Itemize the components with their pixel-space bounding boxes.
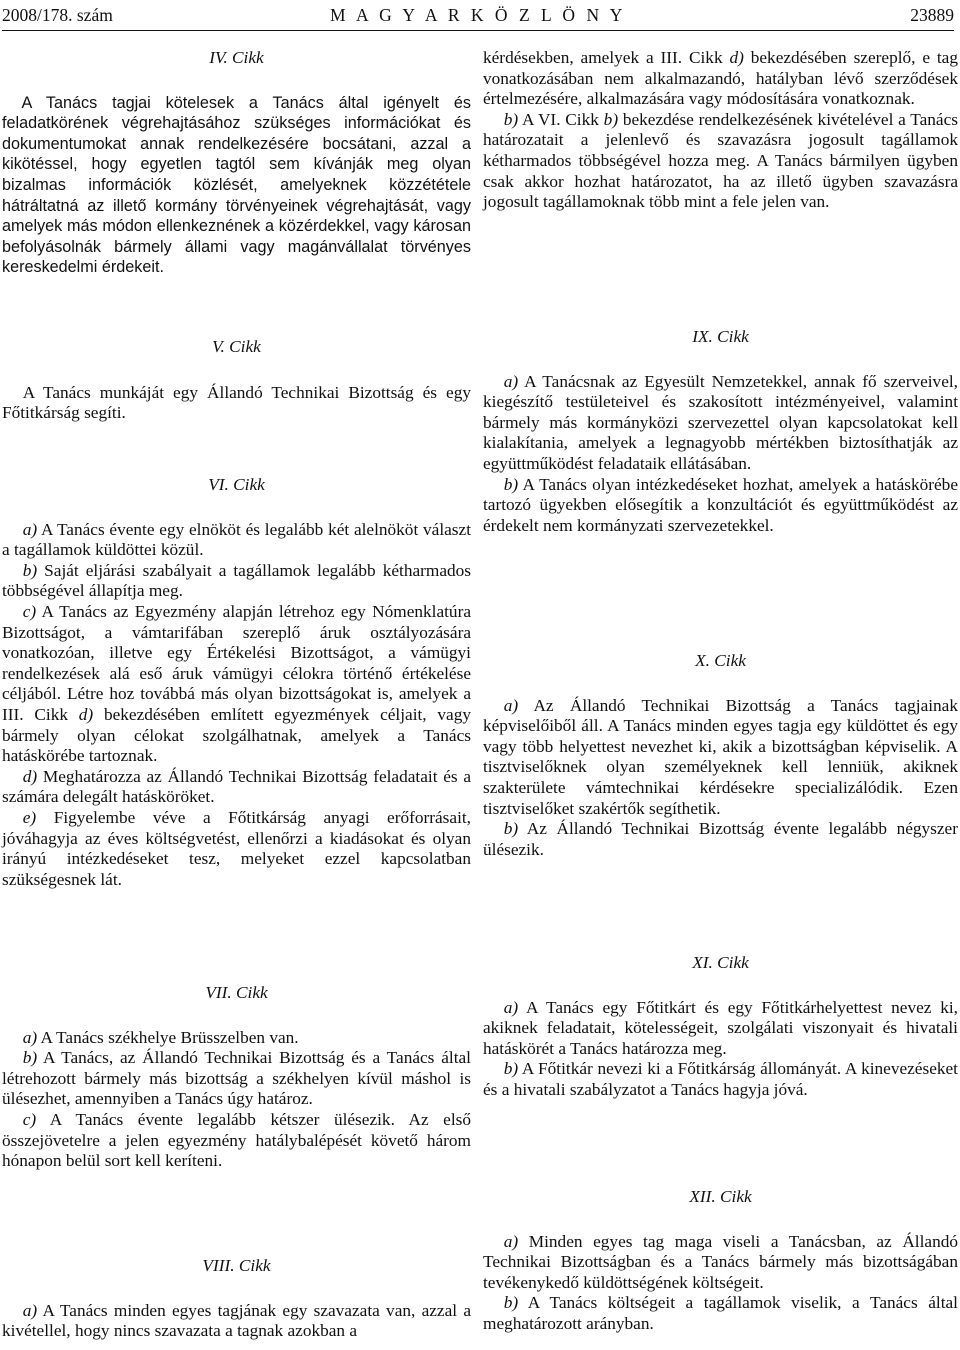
article-iv-paragraph: A Tanács tagjai kötelesek a Tanács által igényelt és feladatkörének végrehajtásához szükséges információkat és dokumentumokat annak rendelkezésére bocsátani, azzal a kikötéssel, hogy egyetlen tagtól sem kívánják meg olyan bizalmas információk közlését, amelyeknek közzététele hátráltatná az illető kormány törvényeinek végrehajtását, vagy amelyek más módon ellenkeznének a közérdekkel, vagy károsan befolyásolnák bármely állami vagy magánvállalat törvényes kereskedelmi érdekeit. — [2, 93, 471, 277]
item-label: c) — [22, 1109, 37, 1129]
article-viii-b: b) A VI. Cikk b) bekezdése rendelkezésének kivételével a Tanács határozatait a jelenlevő és szavazásra jogosult tagállamok kétharmados többségével hozza meg. A Tanács bármilyen ügyben csak akkor hozhat határozatot, ha az illető ügyben szavazásra jogosult tagállamoknak több mint a fele jelen van. — [483, 109, 958, 212]
item-label: b) — [22, 1048, 38, 1068]
article-vii-a: a) A Tanács székhelye Brüsszelben van. — [22, 1027, 299, 1047]
article-iv — [2, 48, 471, 278]
reference-label: b) — [603, 109, 619, 129]
article-vi-d: d) Meghatározza az Állandó Technikai Bizottság feladatait és a számára delegált hatásköröket. — [2, 766, 471, 807]
issue-number: 2008/178. szám — [2, 5, 113, 25]
item-label: b) — [22, 560, 38, 580]
item-label: c) — [22, 601, 37, 621]
page-header — [2, 2, 954, 28]
item-label: a) — [503, 997, 519, 1017]
article-xi-b: b) A Főtitkár nevezi ki a Főtitkárság állományát. A kinevezéseket és a hivatali szabályzatot a Tanács hagyja jóvá. — [483, 1059, 958, 1099]
article-vi-a: a) A Tanács évente egy elnököt és legalább két alelnököt választ a tagállamok küldöttei közül. — [2, 519, 471, 560]
article-vi — [2, 475, 471, 890]
article-vi-title: VI. Cikk — [208, 475, 265, 494]
page-number: 23889 — [910, 5, 954, 25]
article-vii — [2, 983, 471, 1172]
item-label: b) — [503, 474, 519, 494]
article-ix-b: b) A Tanács olyan intézkedéseket hozhat, amelyek a hatáskörébe tartozó ügyekben elősegítik a konzultációt és együttműködést az érdekelt nem kormányzati szervezetekkel. — [483, 474, 958, 535]
article-xi — [483, 953, 958, 1101]
article-iv-title: IV. Cikk — [209, 48, 264, 67]
item-label: a) — [22, 1300, 38, 1320]
article-ix-title: IX. Cikk — [692, 327, 749, 346]
article-x — [483, 651, 958, 860]
article-v — [2, 337, 471, 424]
item-label: b) — [503, 1059, 519, 1079]
article-xii-a: a) Minden egyes tag maga viseli a Tanácsban, az Állandó Technikai Bizottságban és a Tanács bármely más bizottságában tevékenykedő küldöttségének költségeit. — [483, 1231, 958, 1292]
article-viii-a-continued: kérdésekben, amelyek a III. Cikk d) bekezdésében szereplő, e tag vonatkozásában nem alkalmazandó, hatályban lévő szerződések értelmezésére, alkalmazására vagy módosítására vonatkoznak. — [483, 48, 958, 109]
article-viii-title: VIII. Cikk — [202, 1256, 271, 1275]
item-label: a) — [22, 519, 38, 539]
article-vii-b: b) A Tanács, az Állandó Technikai Bizottság és a Tanács által létrehozott bármely más bizottság a székhelyen kívül máshol is ülésezhet, amennyiben a Tanács úgy határoz. — [2, 1048, 471, 1109]
item-label: b) — [503, 1293, 519, 1313]
article-viii-a: a) A Tanács minden egyes tagjának egy szavazata van, azzal a kivétellel, hogy nincs szavazata a tagnak azokban a — [2, 1300, 471, 1341]
article-vii-c: c) A Tanács évente legalább kétszer ülésezik. Az első összejövetelre a jelen egyezmény hatálybalépését követő három hónapon belül sort kell keríteni. — [2, 1109, 471, 1171]
article-vi-c: c) A Tanács az Egyezmény alapján létrehoz egy Nómenklatúra Bizottságot, a vámtarifában szereplő áruk osztályozására vonatkozóan, illetve egy Értékelési Bizottságot, a vámügyi rendelkezések alá eső áruk vámügyi célokra történő értékelése céljából. Létre hoz továbbá más olyan bizottságokat is, amelyek a III. Cikk d) bekezdésében említett egyezmények céljait, vagy bármely olyan célokat szolgálhatnak, amelyek a Tanács hatáskörébe tartoznak. — [2, 601, 471, 766]
article-xii — [483, 1187, 958, 1335]
item-label: a) — [503, 1231, 519, 1251]
item-label: a) — [22, 1027, 38, 1047]
article-v-paragraph: A Tanács munkáját egy Állandó Technikai Bizottság és egy Főtitkárság segíti. — [2, 382, 471, 423]
article-ix-a: a) A Tanácsnak az Egyesült Nemzetekkel, annak fő szerveivel, kiegészítő testületeivel és szakosított intézményeivel, valamint bármely más kormányközi szervezettel olyan kapcsolatokat kell kialakítania, amelyek a legnagyobb mértékben biztosíthatják az együttműködést feladataik ellátásában. — [483, 371, 958, 473]
article-vi-e: e) Figyelembe véve a Főtitkárság anyagi erőforrásait, jóváhagyja az éves költségvetést, ellenőrzi a kiadásokat és olyan irányú intézkedéseket tesz, melyeket ezzel kapcsolatban szükségesnek lát. — [2, 807, 471, 889]
item-label: b) — [503, 819, 519, 839]
item-label: a) — [503, 371, 519, 391]
article-viii-continued — [483, 48, 958, 213]
article-x-a: a) Az Állandó Technikai Bizottság a Tanács tagjainak képviselőiből áll. A Tanács minden egyes tagja egy küldöttet és egy vagy több helyettest nevezhet ki, akik a bizottságban képviselik. A tisztviselőknek olyan személyeknek kell lenniük, akiknek szakterülete vámtechnikai kérdésekre specializálódik. Ezen tisztviselőket szakértők segíthetik. — [483, 695, 958, 818]
item-label: e) — [22, 807, 37, 827]
article-xi-title: XI. Cikk — [692, 953, 749, 972]
item-label: d) — [22, 766, 38, 786]
article-xi-a: a) A Tanács egy Főtitkárt és egy Főtitkárhelyettest nevez ki, akiknek feladatait, kötelességeit, szolgálati viszonyait és hivatali hatáskörét a Tanács határozza meg. — [483, 997, 958, 1058]
article-viii — [2, 1256, 471, 1342]
item-label: b) — [503, 109, 519, 129]
article-x-b: b) Az Állandó Technikai Bizottság évente legalább négyszer ülésezik. — [483, 819, 958, 859]
article-x-title: X. Cikk — [695, 651, 746, 670]
article-ix — [483, 327, 958, 536]
reference-label: d) — [729, 48, 744, 67]
article-vii-title: VII. Cikk — [205, 983, 268, 1002]
reference-label: d) — [78, 704, 94, 724]
article-v-title: V. Cikk — [212, 337, 261, 356]
article-xii-b: b) A Tanács költségeit a tagállamok viselik, a Tanács által meghatározott arányban. — [483, 1293, 958, 1333]
item-label: a) — [503, 695, 519, 715]
article-xii-title: XII. Cikk — [689, 1187, 752, 1206]
article-vi-b: b) Saját eljárási szabályait a tagállamok legalább kétharmados többségével állapítja meg. — [2, 560, 471, 601]
publication-title: M A G Y A R K Ö Z L Ö N Y — [330, 5, 626, 25]
header-rule — [2, 30, 954, 31]
